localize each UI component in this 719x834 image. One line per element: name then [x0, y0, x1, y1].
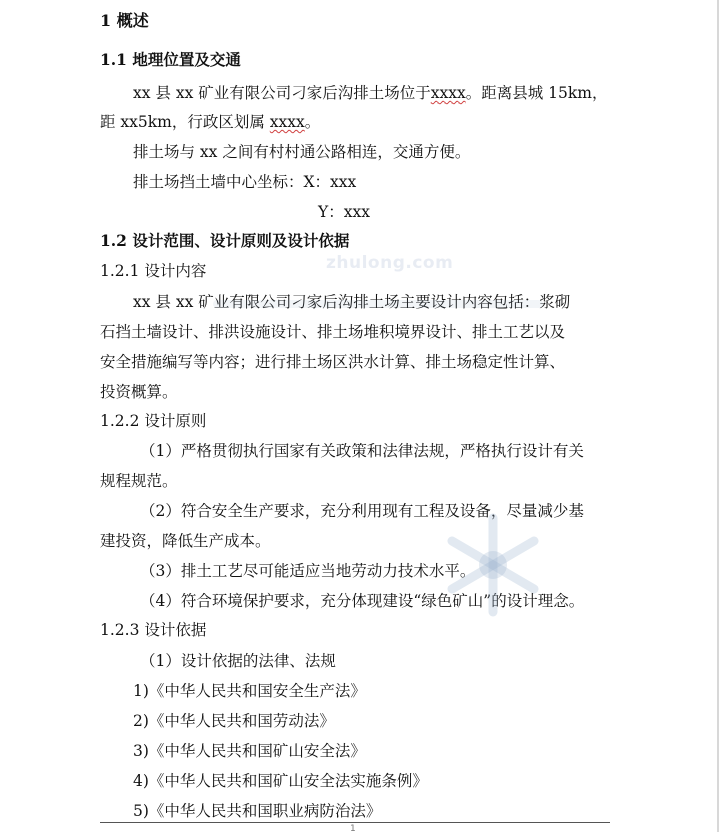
text-run: 。 — [304, 113, 321, 131]
section-heading-1-2: 1.2 设计范围、设计原则及设计依据 — [100, 231, 350, 250]
coordinate-y: Y：xxx — [318, 203, 370, 221]
text-run: 。距离县城 15km， — [465, 84, 608, 102]
principle-line: （4）符合环境保护要求，充分体现建设“绿色矿山”的设计理念。 — [140, 592, 585, 610]
law-item: 3)《中华人民共和国矿山安全法》 — [133, 742, 366, 760]
spellcheck-mark: xxxx — [269, 113, 305, 131]
watermark-band — [213, 300, 543, 308]
design-content-line: 石挡土墙设计、排洪设施设计、排土场堆积境界设计、排土工艺以及 — [100, 323, 566, 341]
principle-line: （3）排土工艺尽可能适应当地劳动力技术水平。 — [140, 562, 476, 580]
principle-line: （1）严格贯彻执行国家有关政策和法律法规，严格执行设计有关 — [140, 442, 584, 460]
subsection-heading-1-2-2: 1.2.2 设计原则 — [100, 412, 207, 430]
location-paragraph-line-2 — [100, 110, 320, 134]
text-run: xx 县 xx 矿业有限公司刁家后沟排土场位于 — [133, 84, 431, 102]
law-item: 4)《中华人民共和国矿山安全法实施条例》 — [133, 772, 428, 790]
subsection-heading-1-2-3: 1.2.3 设计依据 — [100, 621, 207, 639]
watermark-logo-icon — [438, 510, 548, 620]
location-paragraph-line-1 — [133, 81, 607, 105]
principle-line: 建投资，降低生产成本。 — [100, 532, 271, 550]
design-content-line: 投资概算。 — [100, 383, 178, 401]
principle-line: 规程规范。 — [100, 472, 178, 490]
chapter-heading: 1 概述 — [100, 11, 149, 30]
watermark-text: zhulong.com — [326, 253, 454, 273]
text-run: 距 xx5km，行政区划属 — [100, 113, 270, 131]
footer-rule — [100, 822, 610, 823]
law-item: 1)《中华人民共和国安全生产法》 — [133, 682, 366, 700]
principle-line: （2）符合安全生产要求，充分利用现有工程及设备，尽量减少基 — [140, 502, 584, 520]
design-content-line: xx 县 xx 矿业有限公司刁家后沟排土场主要设计内容包括：浆砌 — [133, 293, 571, 311]
section-heading-1-1: 1.1 地理位置及交通 — [100, 50, 241, 69]
transport-paragraph: 排土场与 xx 之间有村村通公路相连，交通方便。 — [133, 143, 471, 161]
law-item: 5)《中华人民共和国职业病防治法》 — [133, 802, 382, 820]
coordinate-x: 排土场挡土墙中心坐标：X：xxx — [133, 173, 357, 191]
spellcheck-mark: xxxx — [430, 84, 466, 102]
page-number: 1 — [350, 824, 356, 834]
law-item: 2)《中华人民共和国劳动法》 — [133, 712, 335, 730]
subsection-heading-1-2-1: 1.2.1 设计内容 — [100, 262, 207, 280]
basis-intro: （1）设计依据的法律、法规 — [140, 652, 336, 670]
design-content-line: 安全措施编写等内容；进行排土场区洪水计算、排土场稳定性计算、 — [100, 353, 566, 371]
